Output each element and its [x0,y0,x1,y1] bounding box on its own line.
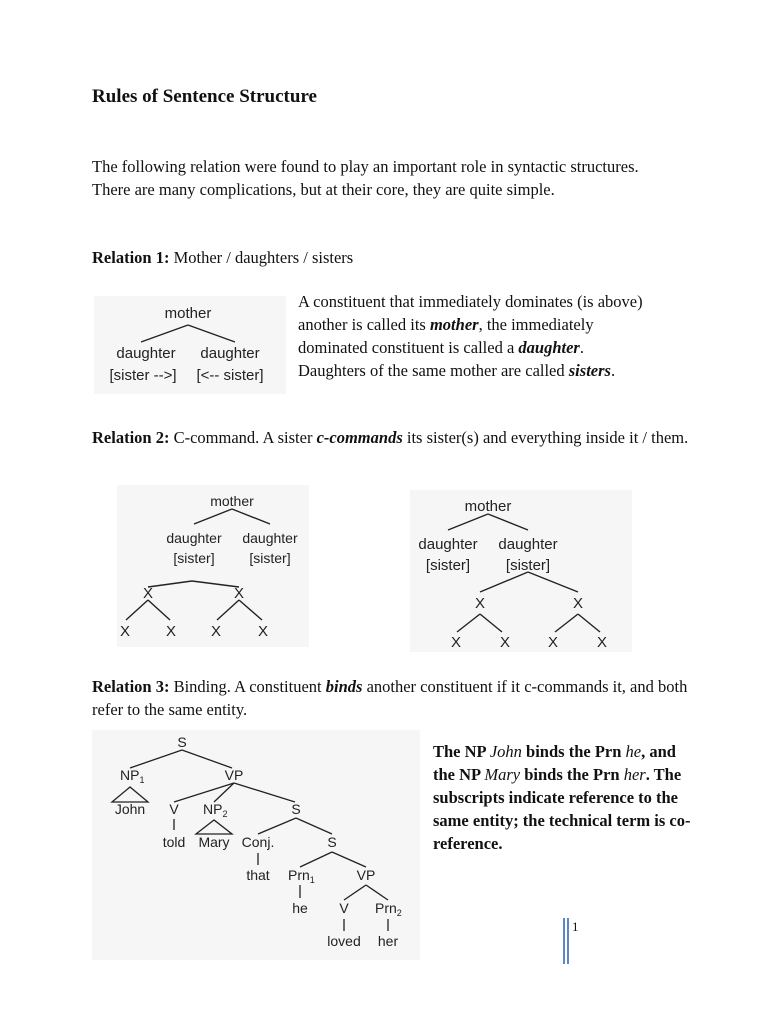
desc-line-1: A constituent that immediately dominates (is above) [298,292,643,311]
relation-1-text: Mother / daughters / sisters [169,248,354,267]
leaf-mary: Mary [198,834,230,850]
example-her: her [623,765,646,784]
node-x: X [257,623,269,640]
node-x: X [547,634,559,651]
desc-line-2 [298,313,698,336]
node-x: X [119,623,131,640]
node-s: S [291,801,301,817]
sister-label: [sister] [173,550,215,566]
leaf-told: told [162,834,186,850]
figure-c-command-left [117,485,309,647]
node-mother: mother [164,305,212,322]
figure-binding-tree [92,730,420,960]
desc-text: . [610,361,616,380]
relation-1-label: Relation 1: [92,248,170,267]
subscript-2: 2 [396,908,402,918]
figure-mother-daughters [94,296,286,394]
leaf-he: he [292,900,308,916]
node-daughter: daughter [166,530,222,546]
node-v: V [169,801,179,817]
node-x: X [165,623,177,640]
node-x: X [233,585,245,602]
node-mother: mother [464,498,512,515]
term-daughter: daughter [518,338,580,357]
node-s-root: S [177,734,187,750]
relation-2-paragraph [92,426,692,449]
tree-diagram-3 [92,730,420,960]
node-prn1 [288,867,315,885]
relation-3-text: another constituent if it c-commands it, and both refer to the same entity. [92,677,688,719]
page-marker-bar [563,918,565,964]
desc-text: , and the NP [433,742,676,784]
node-s-embedded: S [327,834,337,850]
node-mother: mother [210,493,254,509]
tree-diagram-2b [410,490,632,652]
np-label: NP [120,767,140,783]
tree-diagram-1 [94,296,286,394]
node-daughter: daughter [242,530,298,546]
leaf-her: her [377,933,399,949]
node-daughter-right: daughter [200,345,260,362]
node-v-embedded: V [339,900,349,916]
desc-text: dominated constituent is called a [298,338,519,357]
desc-text: , the immediately [478,315,594,334]
node-x: X [210,623,222,640]
relation-1-description [298,290,698,382]
relation-3-label: Relation 3: [92,677,170,696]
desc-text: . The subscripts indicate reference to the same entity; the technical term is co-reference. [433,765,691,853]
relation-2-text: its sister(s) and everything inside it / them. [402,428,689,447]
relation-1-heading [92,246,652,269]
desc-text: The NP [433,742,490,761]
node-x: X [596,634,608,651]
example-john: John [489,742,522,761]
figure-c-command-right [410,490,632,652]
node-x: X [142,585,154,602]
desc-text: another is called its [298,315,430,334]
sister-right-label: [<-- sister] [196,367,264,384]
subscript-1: 1 [139,775,145,785]
leaf-john: John [114,801,146,817]
tree-diagram-2a [117,485,309,647]
leaf-loved: loved [327,933,361,949]
example-mary: Mary [484,765,521,784]
node-x: X [572,595,584,612]
relation-2-text: C-command. A sister [169,428,317,447]
term-sisters: sisters [568,361,611,380]
relation-3-text: Binding. A constituent [169,677,326,696]
term-c-commands: c-commands [316,428,403,447]
desc-text: binds the Prn [520,765,624,784]
sister-label: [sister] [249,550,291,566]
sister-left-label: [sister -->] [109,367,177,384]
node-daughter: daughter [418,536,478,553]
subscript-2: 2 [222,809,228,819]
relation-3-paragraph [92,675,692,721]
page-marker-bar [567,918,569,964]
relation-3-description [433,740,693,855]
node-np2 [203,801,227,819]
relation-2-label: Relation 2: [92,428,170,447]
desc-line-4 [298,359,698,382]
np-label: NP [203,801,223,817]
term-binds: binds [325,677,363,696]
example-he: he [625,742,642,761]
desc-text: Daughters of the same mother are called [298,361,569,380]
desc-text: binds the Prn [521,742,626,761]
node-conj: Conj. [241,834,275,850]
prn-label: Prn [375,900,397,916]
node-prn2 [375,900,402,918]
node-x: X [450,634,462,651]
node-vp: VP [224,767,244,783]
intro-paragraph: The following relation were found to play an important role in syntactic structures. There are many complications, but at their core, they are quite simple. [92,157,639,199]
subscript-1: 1 [309,875,315,885]
sister-label: [sister] [505,557,551,574]
sister-label: [sister] [425,557,471,574]
page-title: Rules of Sentence Structure [92,86,317,107]
node-daughter-left: daughter [116,345,176,362]
page-number: 1 [572,919,579,934]
desc-line-3 [298,336,698,359]
node-daughter: daughter [498,536,558,553]
term-mother: mother [429,315,479,334]
leaf-that: that [246,867,270,883]
node-vp-embedded: VP [356,867,376,883]
node-x: X [499,634,511,651]
node-x: X [474,595,486,612]
desc-text: . [579,338,584,357]
node-np1 [120,767,144,785]
prn-label: Prn [288,867,310,883]
